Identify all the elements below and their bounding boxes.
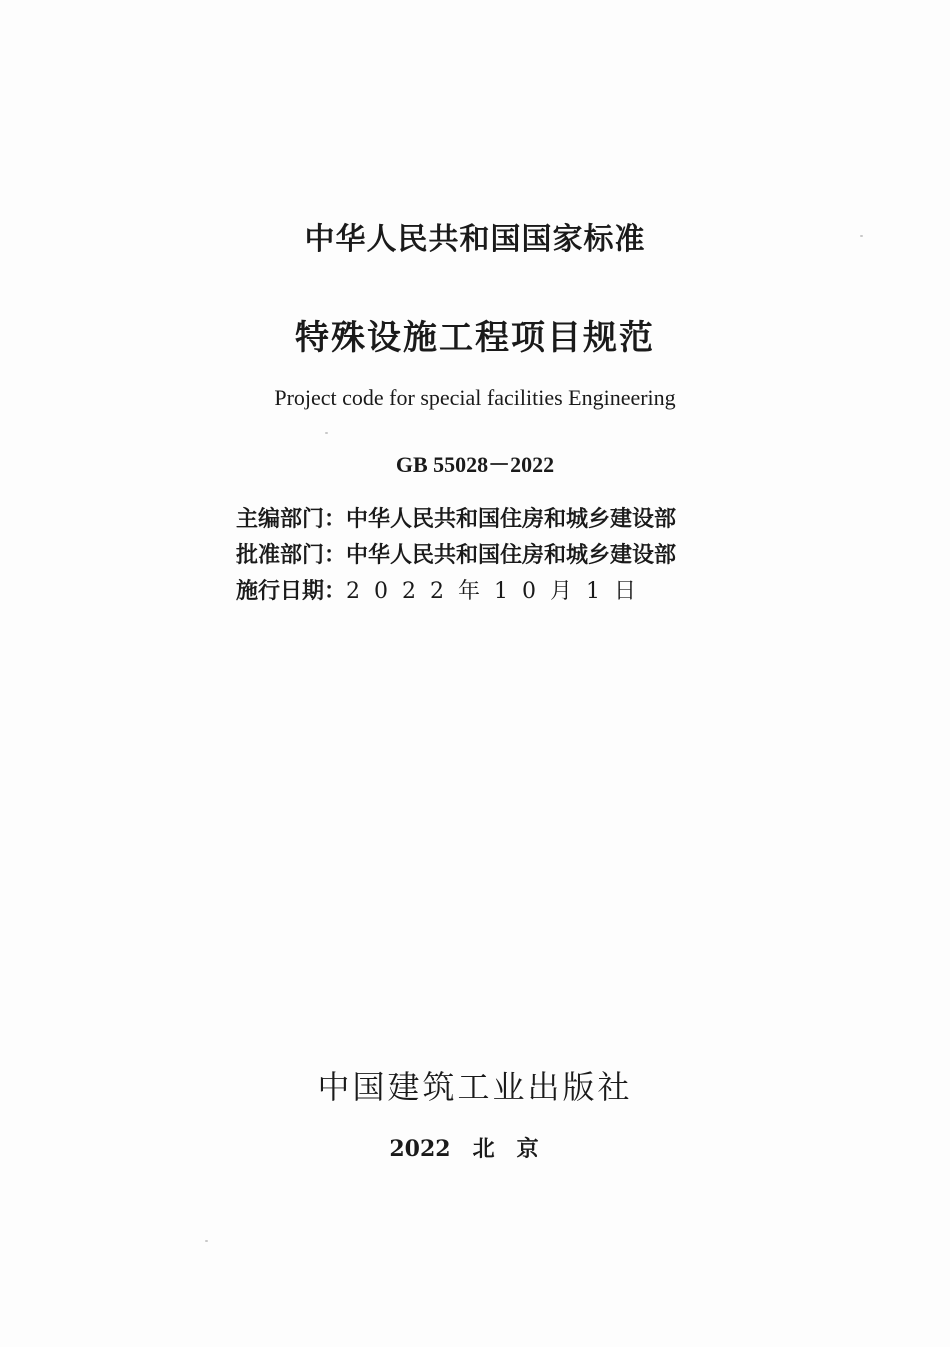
info-label: 施行日期： bbox=[236, 579, 347, 604]
publication-city: 北京 bbox=[472, 1136, 561, 1162]
scan-speck bbox=[205, 1240, 208, 1242]
scan-speck bbox=[325, 432, 328, 434]
document-title-cn: 特殊设施工程项目规范 bbox=[295, 318, 655, 358]
info-row-effective-date bbox=[236, 574, 756, 610]
info-row-chief-editor bbox=[236, 502, 756, 538]
publication-year: 2022 bbox=[389, 1136, 451, 1162]
info-row-approver bbox=[236, 538, 756, 574]
info-value: 中华人民共和国住房和城乡建设部 bbox=[346, 507, 677, 532]
standard-code: GB 55028－2022 bbox=[395, 452, 555, 477]
info-block bbox=[236, 502, 756, 610]
publication-place-year bbox=[0, 1132, 950, 1163]
publisher-name: 中国建筑工业出版社 bbox=[317, 1068, 633, 1106]
info-value: 中华人民共和国住房和城乡建设部 bbox=[346, 543, 677, 568]
info-value: 2022年10月1日 bbox=[346, 579, 650, 604]
national-standard-heading: 中华人民共和国国家标准 bbox=[304, 222, 646, 257]
info-label: 批准部门： bbox=[236, 543, 347, 568]
document-title-en: Project code for special facilities Engineering bbox=[274, 385, 676, 410]
info-label: 主编部门： bbox=[236, 507, 347, 532]
